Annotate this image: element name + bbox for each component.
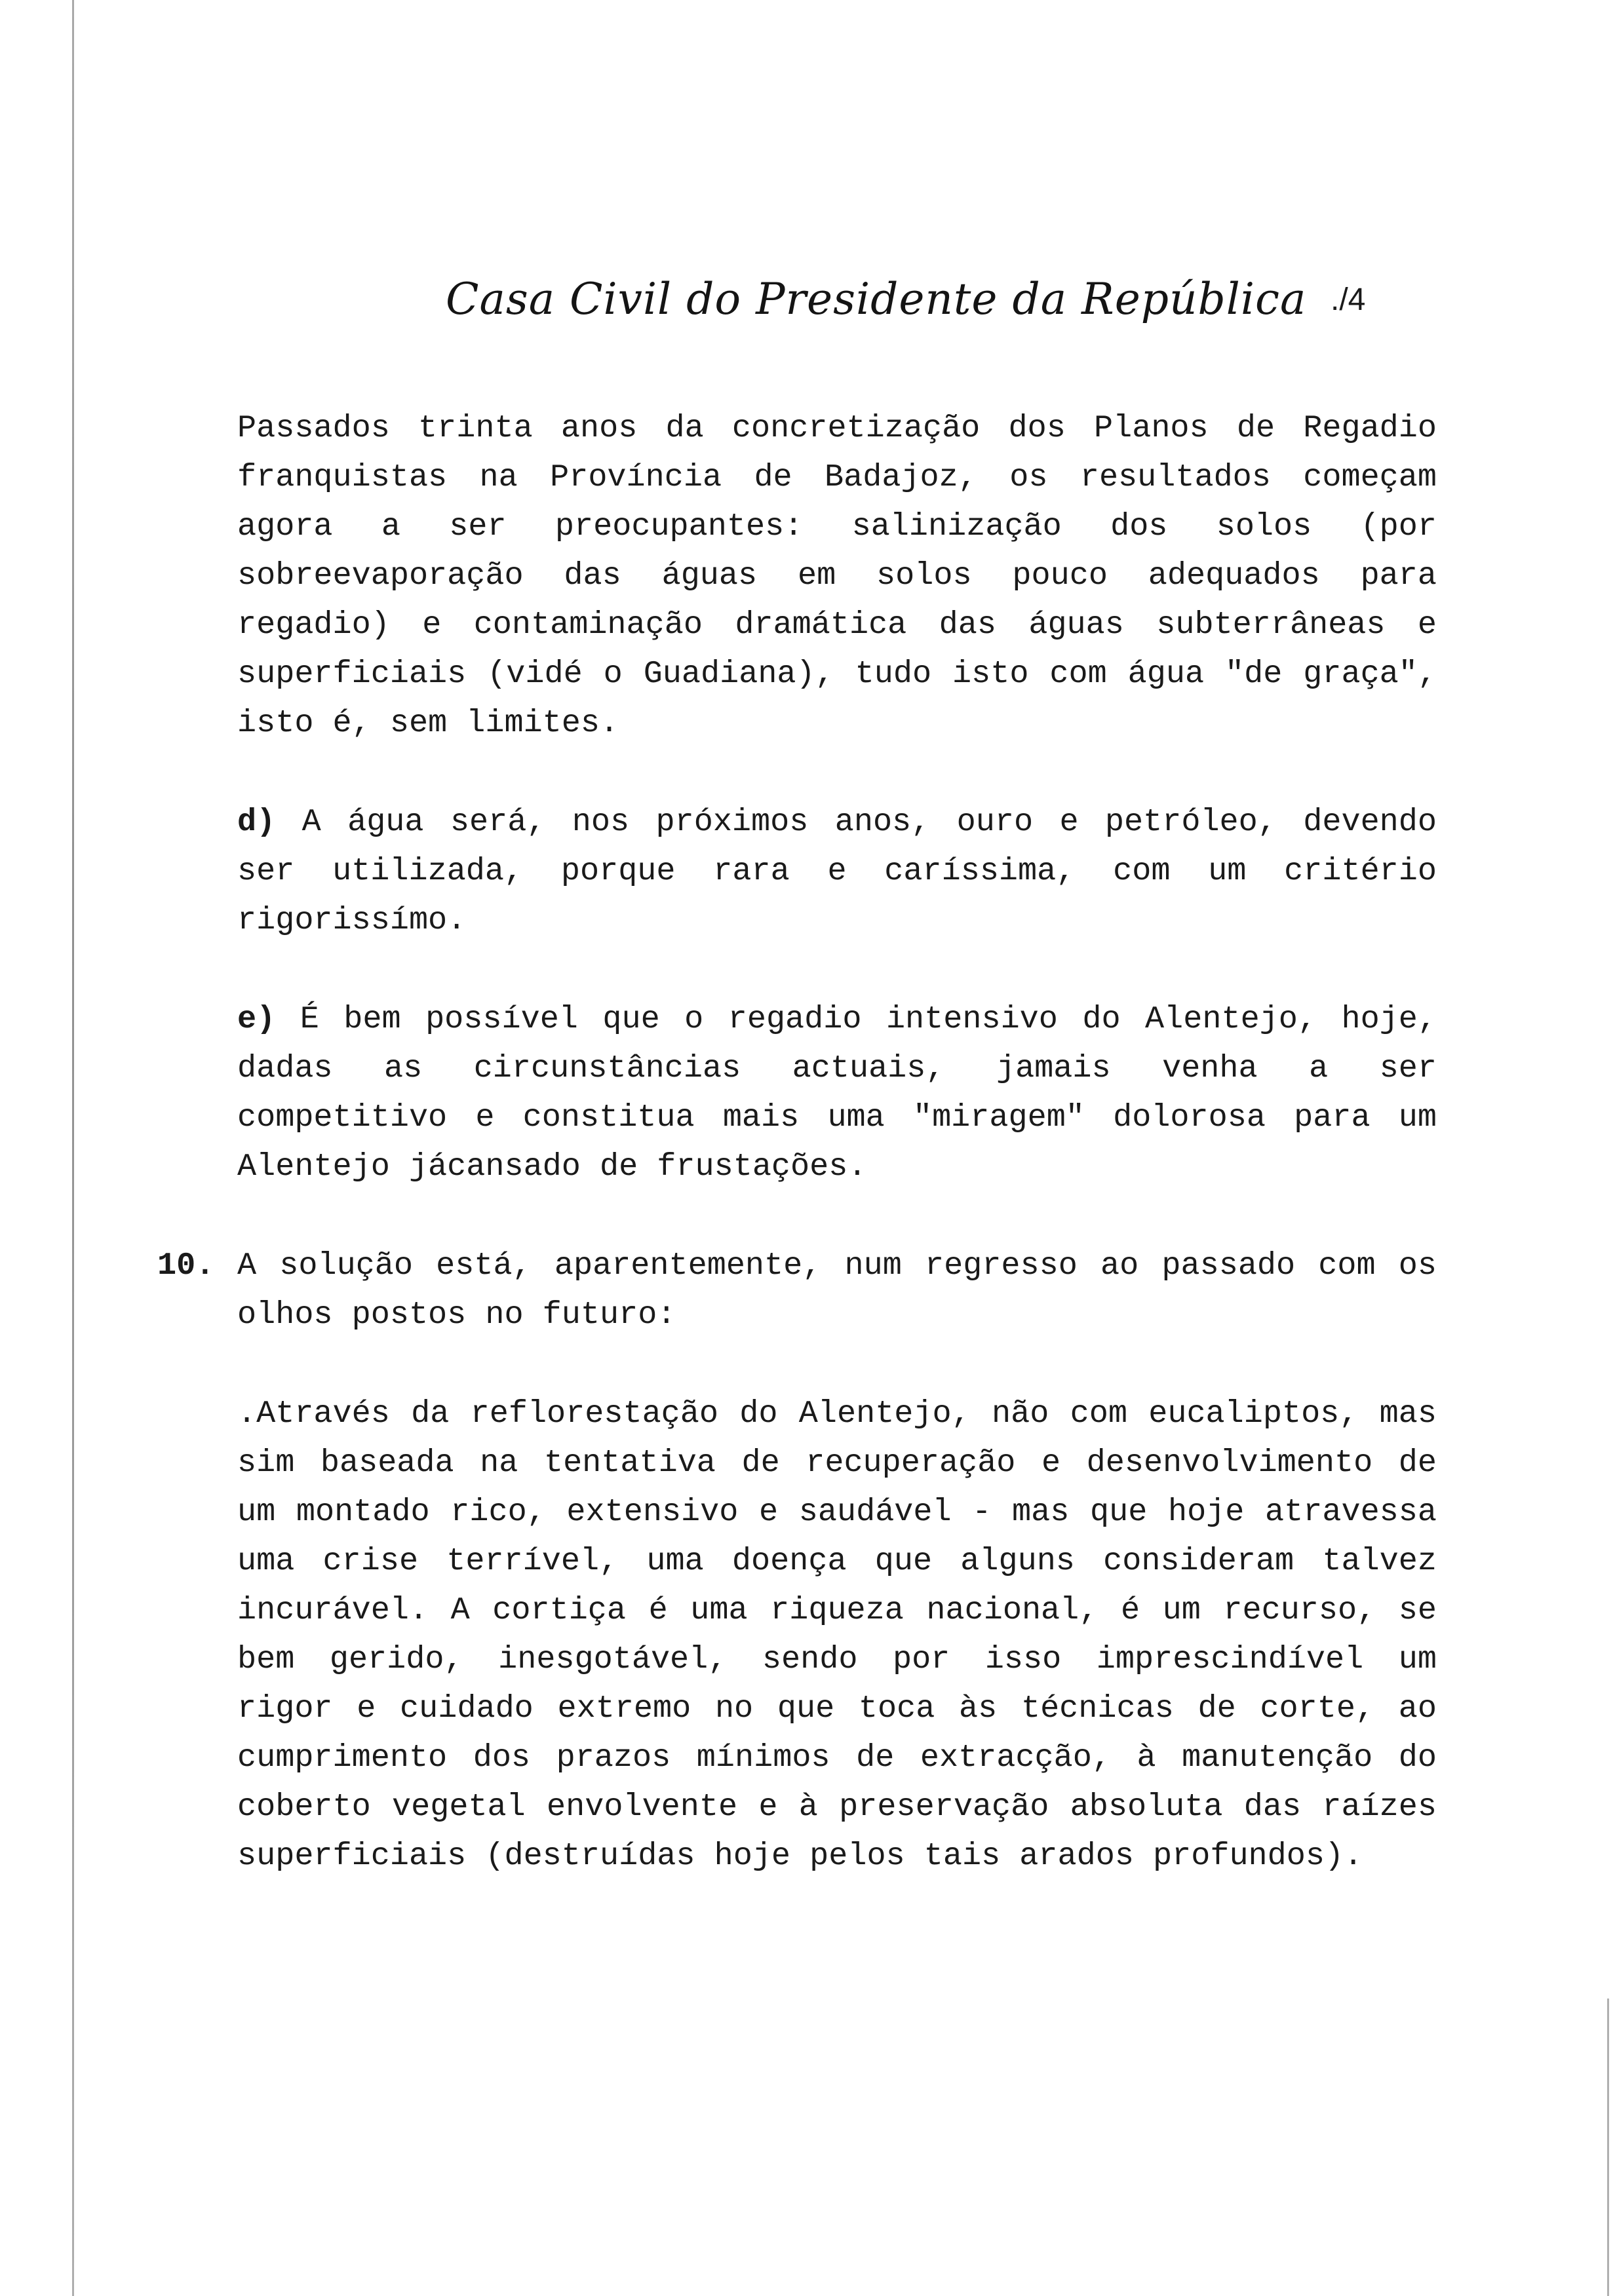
paragraph-e bbox=[237, 995, 1437, 1191]
paragraph-d bbox=[237, 797, 1437, 945]
item-10 bbox=[157, 1241, 1437, 1339]
scan-edge-right bbox=[1607, 1999, 1609, 2296]
scan-edge-left bbox=[72, 0, 74, 2296]
item-label-d: d) bbox=[237, 804, 276, 840]
item-text-10: A solução está, aparentemente, num regresso ao passado com os olhos postos no futuro: bbox=[237, 1248, 1437, 1333]
item-text-e: É bem possível que o regadio intensivo do Alentejo, hoje, dadas as circunstâncias actuais, jamais venha a ser competitivo e constitua mais uma "miragem" dolorosa para um Alentejo jácansado de frustações. bbox=[237, 1001, 1437, 1185]
page-number: ./4 bbox=[1331, 282, 1366, 317]
paragraph-regadio-badajoz: Passados trinta anos da concretização dos Planos de Regadio franquistas na Província de Badajoz, os resultados começam agora a ser preocupantes: salinização dos solos (por sobreevaporação das águas em solos pouco adequados para regadio) e contaminação dramática das águas subterrâneas e superficiais (vidé o Guadiana), tudo isto com água "de graça", isto é, sem limites. bbox=[237, 410, 1437, 741]
item-text-d: A água será, nos próximos anos, ouro e petróleo, devendo ser utilizada, porque rara e caríssima, com um critério rigorissímo. bbox=[237, 804, 1437, 938]
item-number-10: 10. bbox=[157, 1248, 215, 1284]
letterhead-title: Casa Civil do Presidente da República bbox=[446, 274, 1307, 324]
body-text bbox=[157, 404, 1437, 1881]
item-label-e: e) bbox=[237, 1001, 276, 1037]
paragraph-reflorestacao: .Através da reflorestação do Alentejo, não com eucaliptos, mas sim baseada na tentativa de recuperação e desenvolvimento de um montado rico, extensivo e saudável - mas que hoje atravessa uma crise terrível, uma doença que alguns consideram talvez incurável. A cortiça é uma riqueza nacional, é um recurso, se bem gerido, inesgotável, sendo por isso imprescindível um rigor e cuidado extremo no que toca às técnicas de corte, ao cumprimento dos prazos mínimos de extracção, à manutenção do coberto vegetal envolvente e à preservação absoluta das raízes superficiais (destruídas hoje pelos tais arados profundos). bbox=[237, 1396, 1437, 1874]
letterhead bbox=[0, 262, 1615, 341]
